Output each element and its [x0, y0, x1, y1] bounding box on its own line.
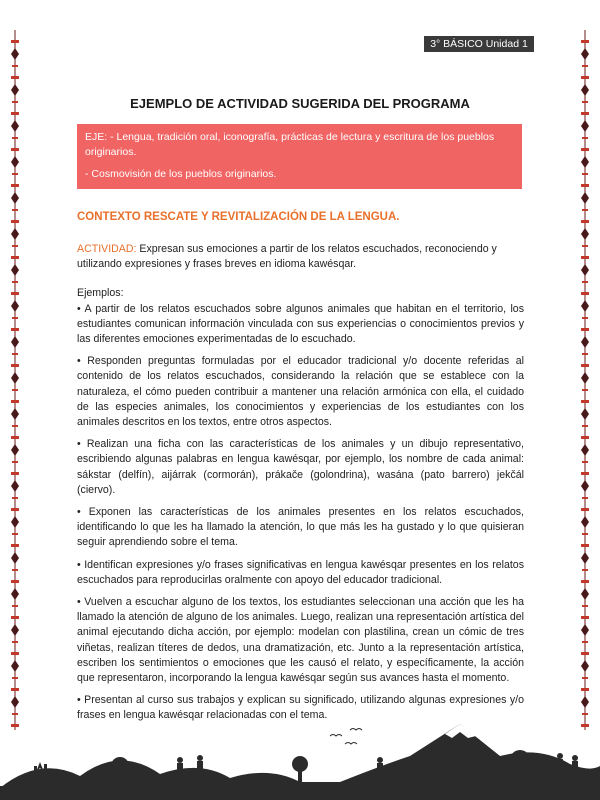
eje-box — [77, 124, 522, 189]
list-item: • Realizan una ficha con las características de los animales y un dibujo representativo, escribiendo algunas palabras en lengua kawésqar, por ejemplo, los nombre de cada animal: sákstar (delfín), aijárrak (cormorán), prákače (golondrina), wasána (pato barrero) jekčál (ciervo). — [77, 438, 524, 496]
activity-label: ACTIVIDAD: — [77, 243, 137, 255]
content-body — [77, 242, 524, 731]
right-border-pattern — [578, 30, 592, 730]
eje-line-1: EJE: - Lengua, tradición oral, iconografía, prácticas de lectura y escritura de los pueblos originarios. — [85, 131, 495, 158]
list-item: • A partir de los relatos escuchados sobre algunos animales que habitan en el territorio, los estudiantes comunican información vinculada con sus experiencias o conocimientos previos y las diferentes emociones experimentadas de lo escuchado. — [77, 302, 524, 346]
eje-line-2: - Cosmovisión de los pueblos originarios. — [85, 168, 277, 180]
page-title: EJEMPLO DE ACTIVIDAD SUGERIDA DEL PROGRAMA — [130, 96, 470, 111]
activity-paragraph — [77, 242, 524, 272]
activity-text: Expresan sus emociones a partir de los relatos escuchados, reconociendo y utilizando expresiones y frases breves en idioma kawésqar. — [77, 243, 497, 271]
unit-badge: 3° BÁSICO Unidad 1 — [424, 36, 534, 52]
section-heading: CONTEXTO RESCATE Y REVITALIZACIÓN DE LA LENGUA. — [77, 211, 400, 223]
examples-label: Ejemplos: — [77, 287, 124, 300]
left-border-pattern — [8, 30, 22, 730]
list-item: • Identifican expresiones y/o frases significativas en lengua kawésqar presentes en los relatos escuchados para reproducirlas oralmente con apoyo del educador tradicional. — [77, 558, 524, 586]
list-item: • Responden preguntas formuladas por el educador tradicional y/o docente referidas al contenido de los relatos escuchados, considerando la relación que se establece con la naturaleza, el cómo pueden contribuir a mantener una relación armónica con ella, el cuidado de las especies animales, los conocimientos y experiencias de los estudiantes con los animales descritos en los textos, entre otros aspectos. — [77, 355, 524, 429]
footer-landscape-illustration — [0, 716, 600, 800]
list-item: • Presentan al curso sus trabajos y explican su significado, utilizando algunas expresiones y/o frases en lengua kawésqar relacionadas con el tema. — [77, 694, 524, 722]
list-item: • Exponen las características de los animales presentes en los relatos escuchados, identificando lo que les ha llamado la atención, lo que más les ha gustado y lo que quisieran seguir aprendiendo sobre el tema. — [77, 506, 524, 549]
list-item: • Vuelven a escuchar alguno de los textos, los estudiantes seleccionan una acción que les ha llamado la atención de alguno de los animales. Luego, realizan una representación artística del animal ejecutando dicha acción, por ejemplo: modelan con plastilina, crean un cómic de tres viñetas, realizan títeres de dedos, una dramatización, etc. Junto a la representación artística, escriben los sentimientos o emociones que les causó el relato, y específicamente, la acción que representaron, incorporando la lengua kawésqar según sus avances hasta el momento. — [77, 596, 524, 685]
